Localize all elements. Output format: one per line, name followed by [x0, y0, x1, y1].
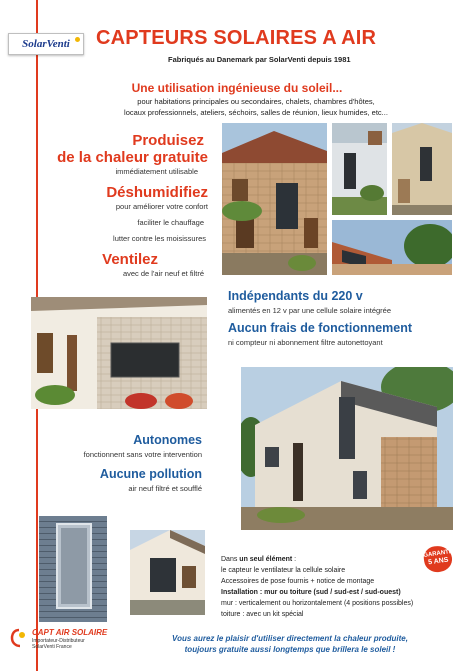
warranty-badge — [422, 544, 453, 574]
benefit-ventilez-sub: avec de l'air neuf et filtré — [122, 269, 204, 278]
footer-slogan — [120, 633, 460, 655]
photo-modern-house — [241, 367, 453, 530]
sun-icon — [75, 37, 80, 42]
footer-line-1: Vous aurez le plaisir d'utiliser directement la chaleur produite, — [172, 634, 408, 643]
feature-pollution-sub: air neuf filtré et soufflé — [128, 484, 202, 493]
warranty-line-2: 5 ANS — [427, 556, 449, 567]
feature-autonomes: Autonomes — [133, 433, 202, 447]
solarventi-logo — [8, 33, 84, 55]
logo-text: SolarVenti — [22, 38, 70, 50]
kit-intro — [221, 554, 413, 565]
kit-line-4: mur : verticalement ou horizontalement (4 positions possibles) — [221, 600, 414, 607]
benefit-produisez-2: de la chaleur gratuite — [57, 149, 208, 166]
benefit-produisez-sub: immédiatement utilisable — [115, 167, 198, 176]
kit-description — [221, 554, 413, 620]
usage-line-1: pour habitations principales ou secondaires, chalets, chambres d'hôtes, — [137, 97, 375, 106]
kit-intro-pre: Dans — [221, 556, 240, 563]
feature-frais-sub: ni compteur ni abonnement filtre autonettoyant — [228, 338, 383, 347]
distributor-role: Importateur-Distributeur — [32, 638, 85, 644]
feature-pollution: Aucune pollution — [99, 467, 202, 481]
kit-line-1: le capteur le ventilateur la cellule solaire — [221, 567, 346, 574]
usage-line-2: locaux professionnels, ateliers, séchoirs, salles de réunion, lieux humides, etc... — [124, 107, 388, 117]
feature-independants: Indépendants du 220 v — [228, 289, 363, 303]
feature-autonomes-sub: fonctionnent sans votre intervention — [83, 450, 202, 459]
kit-line-2: Accessoires de pose fournis + notice de montage — [221, 578, 375, 585]
kit-line-3: Installation : mur ou toiture (sud / sud-est / sud-ouest) — [221, 589, 401, 596]
page-title: CAPTEURS SOLAIRES A AIR — [96, 27, 377, 49]
capt-air-logo-icon — [10, 628, 28, 648]
benefit-deshum-sub3: lutter contre les moisissures — [113, 234, 206, 243]
benefit-deshum: Déshumidifiez — [106, 184, 208, 201]
photo-house-panel — [130, 530, 205, 615]
page-subtitle: Fabriqués au Danemark par SolarVenti depuis 1981 — [168, 55, 351, 64]
photo-panel-closeup — [39, 516, 107, 622]
benefit-ventilez: Ventilez — [102, 251, 158, 268]
footer-line-2: toujours gratuite aussi longtemps que brillera le soleil ! — [184, 645, 396, 654]
distributor-brand: SolarVenti France — [32, 644, 72, 650]
kit-line-5: toiture : avec un kit spécial — [221, 611, 304, 618]
usage-heading: Une utilisation ingénieuse du soleil... — [131, 81, 343, 95]
features-bottom — [40, 433, 202, 493]
photo-roof-panel — [332, 220, 452, 275]
distributor-block — [10, 628, 108, 653]
feature-frais: Aucun frais de fonctionnement — [228, 321, 413, 335]
photo-white-house — [31, 297, 207, 409]
distributor-name: CAPT AIR SOLAIRE — [32, 628, 108, 637]
benefit-produisez-1: Produisez — [132, 132, 204, 149]
usage-text — [106, 97, 406, 118]
benefit-deshum-sub1: pour améliorer votre confort — [115, 202, 208, 211]
photo-stone-house — [222, 123, 327, 275]
kit-intro-bold: un seul élément — [239, 556, 293, 563]
feature-independants-sub: alimentés en 12 v par une cellule solaire intégrée — [228, 306, 392, 315]
features-top — [228, 289, 458, 347]
benefits-block — [40, 133, 208, 279]
photo-wall-panel — [332, 123, 387, 215]
benefit-deshum-sub2: faciliter le chauffage — [137, 218, 204, 227]
photo-beige-house — [392, 123, 452, 215]
warranty-line-1: GARANTIE — [423, 548, 455, 559]
kit-intro-post: : — [292, 556, 297, 563]
